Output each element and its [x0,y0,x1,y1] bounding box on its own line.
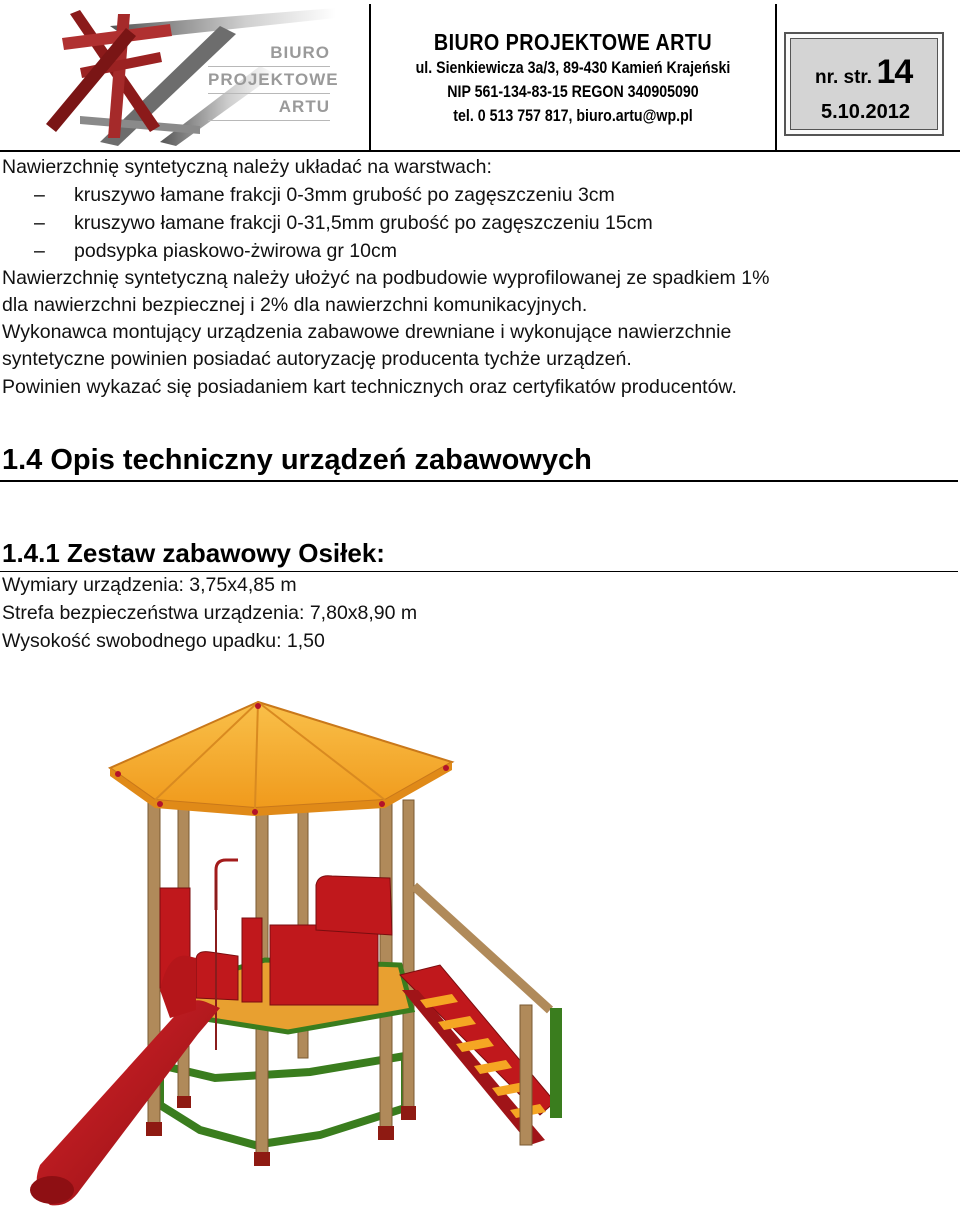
document-date: 5.10.2012 [821,101,910,123]
header-divider [369,4,371,150]
paragraph-line: syntetyczne powinien posiadać autoryzację producenta tychże urządzeń. [2,348,632,370]
paragraph-line: Wykonawca montujący urządzenia zabawowe drewniane i wykonujące nawierzchnie [2,321,732,343]
company-info [400,28,746,128]
logo-word: PROJEKTOWE [208,67,330,94]
bullet-dash: – [34,240,45,262]
playset-drawing [20,690,580,1210]
company-name: BIURO PROJEKTOWE ARTU [433,29,713,55]
page-number: 14 [876,53,913,91]
page-label: nr. str. [815,67,873,88]
header-rule [0,150,960,152]
company-registration: NIP 561-134-83-15 REGON 340905090 [447,83,699,101]
layer-item: podsypka piaskowo-żwirowa gr 10cm [74,240,397,262]
page-number-box [784,32,944,136]
paragraph-line: Nawierzchnię syntetyczną należy ułożyć na podbudowie wyprofilowanej ze spadkiem 1% [2,267,770,289]
company-contact: tel. 0 513 757 817, biuro.artu@wp.pl [453,107,693,125]
layer-item: kruszywo łamane frakcji 0-3mm grubość po zagęszczeniu 3cm [74,184,615,206]
red-slide [30,956,220,1206]
intro-text: Nawierzchnię syntetyczną należy układać na warstwach: [2,156,492,178]
company-address: ul. Sienkiewicza 3a/3, 89-430 Kamień Krajeński [415,59,731,77]
post-feet [146,1096,416,1166]
spec-dimensions: Wymiary urządzenia: 3,75x4,85 m [2,574,297,596]
spec-fall-height: Wysokość swobodnego upadku: 1,50 [2,630,325,652]
section-heading: 1.4 Opis techniczny urządzeń zabawowych [2,444,592,476]
climbing-bar [216,860,238,910]
bullet-dash: – [34,212,45,234]
base-frame [160,1056,405,1145]
playground-illustration [20,690,580,1210]
spec-safety-zone: Strefa bezpieczeństwa urządzenia: 7,80x8,90 m [2,602,418,624]
page-header [0,0,960,152]
subsection-rule [0,571,958,572]
header-divider [775,4,777,150]
hexagonal-roof [110,702,452,816]
logo-word: ARTU [208,94,330,121]
section-rule [0,480,958,482]
logo-word: BIURO [208,40,330,67]
subsection-heading: 1.4.1 Zestaw zabawowy Osiłek: [2,538,385,568]
paragraph-line: Powinien wykazać się posiadaniem kart technicznych oraz certyfikatów producentów. [2,376,737,398]
logo-text [208,40,339,121]
paragraph-line: dla nawierzchni bezpiecznej i 2% dla nawierzchni komunikacyjnych. [2,294,588,316]
layer-item: kruszywo łamane frakcji 0-31,5mm grubość po zagęszczeniu 15cm [74,212,653,234]
bullet-dash: – [34,184,45,206]
stairs [400,886,562,1145]
